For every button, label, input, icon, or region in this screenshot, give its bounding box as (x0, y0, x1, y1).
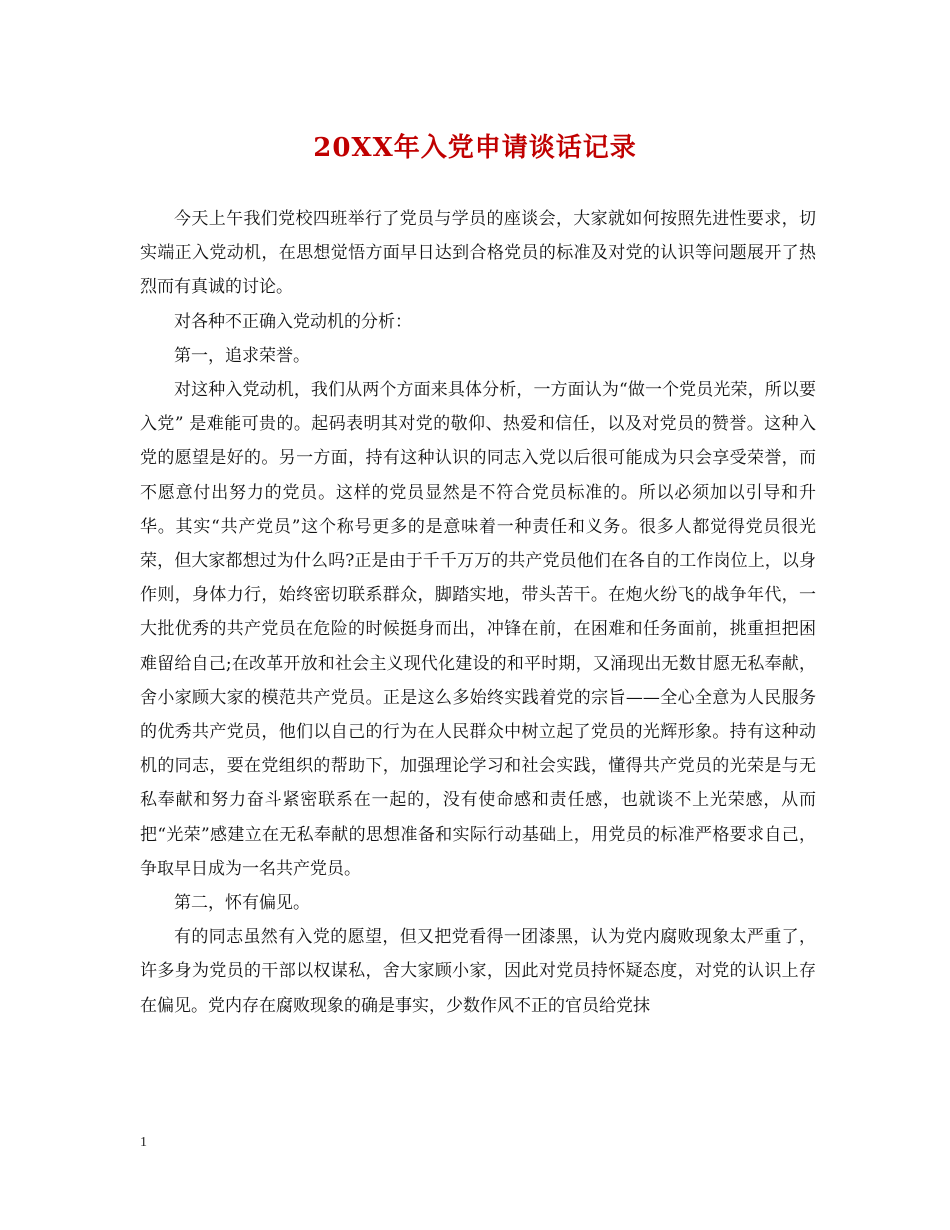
paragraph-first-detail: 对这种入党动机，我们从两个方面来具体分析，一方面认为“做一个党员光荣，所以要入党” 是难能可贵的。起码表明其对党的敬仰、热爱和信任，以及对党员的赞誉。这种入党的愿望是好的。另一方面，持有这种认识的同志入党以后很可能成为只会享受荣誉，而不愿意付出努力的党员。这样的党员显然是不符合党员标准的。所以必须加以引导和升华。其实“共产党员”这个称号更多的是意味着一种责任和义务。很多人都觉得党员很光荣，但大家都想过为什么吗?正是由于千千万万的共产党员他们在各自的工作岗位上，以身作则，身体力行，始终密切联系群众，脚踏实地，带头苦干。在炮火纷飞的战争年代，一大批优秀的共产党员在危险的时候挺身而出，冲锋在前，在困难和任务面前，挑重担把困难留给自己;在改革开放和社会主义现代化建设的和平时期，又涌现出无数甘愿无私奉献，舍小家顾大家的模范共产党员。正是这么多始终实践着党的宗旨——全心全意为人民服务的优秀共产党员，他们以自己的行为在人民群众中树立起了党员的光辉形象。持有这种动机的同志，要在党组织的帮助下，加强理论学习和社会实践，懂得共产党员的光荣是与无私奉献和努力奋斗紧密联系在一起的，没有使命感和责任感，也就谈不上光荣感，从而把“光荣”感建立在无私奉献的思想准备和实际行动基础上，用党员的标准严格要求自己，争取早日成为一名共产党员。 (140, 380, 816, 879)
paragraph-second-detail: 有的同志虽然有入党的愿望，但又把党看得一团漆黑，认为党内腐败现象太严重了，许多身为党员的干部以权谋私，舍大家顾小家，因此对党员持怀疑态度，对党的认识上存在偏见。党内存在腐败现象的确是事实，少数作风不正的官员给党抹 (140, 927, 816, 1016)
page-number: 1 (140, 1135, 147, 1150)
paragraph-analysis-heading: 对各种不正确入党动机的分析： (174, 311, 412, 332)
paragraph-first-point: 第一，追求荣誉。 (174, 345, 310, 366)
paragraph-second-point: 第二，怀有偏见。 (174, 893, 310, 914)
paragraph-intro: 今天上午我们党校四班举行了党员与学员的座谈会，大家就如何按照先进性要求，切实端正入党动机，在思想觉悟方面早日达到合格党员的标准及对党的认识等问题展开了热烈而有真诚的讨论。 (140, 209, 816, 298)
document-body (140, 202, 816, 1023)
document-title: 20XX年入党申请谈话记录 (313, 133, 637, 163)
